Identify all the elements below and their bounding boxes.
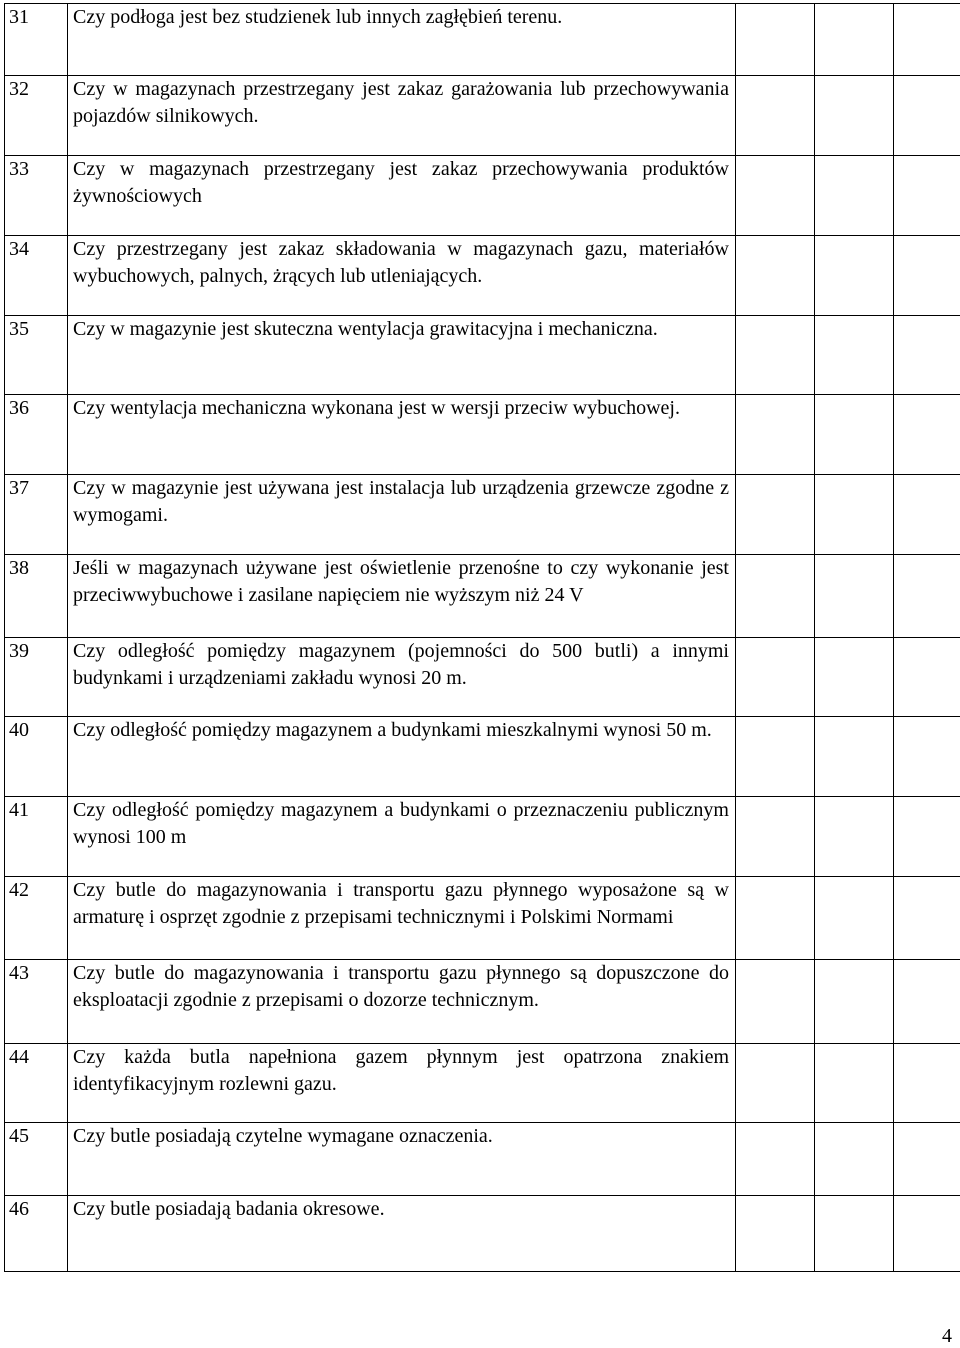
answer-cell-2[interactable]: [815, 960, 894, 1044]
row-number: 39: [5, 638, 68, 717]
table-row: [5, 1123, 960, 1196]
answer-cell-3[interactable]: [894, 1044, 960, 1123]
table-row: [5, 156, 960, 236]
answer-cell-3[interactable]: [894, 877, 960, 960]
answer-cell-3[interactable]: [894, 797, 960, 877]
answer-cell-1[interactable]: [736, 1123, 815, 1196]
answer-cell-1[interactable]: [736, 1044, 815, 1123]
answer-cell-2[interactable]: [815, 717, 894, 797]
question-text: Czy w magazynie jest używana jest instalacja lub urządzenia grzewcze zgodne z wymogami.: [68, 475, 736, 555]
table-row: [5, 76, 960, 156]
question-text: Czy podłoga jest bez studzienek lub innych zagłębień terenu.: [68, 4, 736, 76]
answer-cell-3[interactable]: [894, 1123, 960, 1196]
answer-cell-3[interactable]: [894, 638, 960, 717]
answer-cell-3[interactable]: [894, 555, 960, 638]
row-number: 35: [5, 316, 68, 395]
answer-cell-1[interactable]: [736, 877, 815, 960]
answer-cell-1[interactable]: [736, 236, 815, 316]
table-row: [5, 1044, 960, 1123]
row-number: 42: [5, 877, 68, 960]
answer-cell-3[interactable]: [894, 4, 960, 76]
row-number: 34: [5, 236, 68, 316]
answer-cell-2[interactable]: [815, 1123, 894, 1196]
table-row: [5, 555, 960, 638]
answer-cell-1[interactable]: [736, 797, 815, 877]
table-row: [5, 877, 960, 960]
answer-cell-1[interactable]: [736, 717, 815, 797]
checklist-body: [5, 4, 960, 1272]
question-text: Czy butle do magazynowania i transportu gazu płynnego są dopuszczone do eksploatacji zgodnie z przepisami o dozorze technicznym.: [68, 960, 736, 1044]
answer-cell-1[interactable]: [736, 316, 815, 395]
answer-cell-3[interactable]: [894, 1196, 960, 1272]
row-number: 44: [5, 1044, 68, 1123]
question-text: Czy butle posiadają badania okresowe.: [68, 1196, 736, 1272]
row-number: 31: [5, 4, 68, 76]
answer-cell-1[interactable]: [736, 395, 815, 475]
page-number: 4: [942, 1325, 952, 1347]
answer-cell-3[interactable]: [894, 717, 960, 797]
answer-cell-1[interactable]: [736, 555, 815, 638]
answer-cell-3[interactable]: [894, 475, 960, 555]
table-row: [5, 4, 960, 76]
row-number: 46: [5, 1196, 68, 1272]
answer-cell-2[interactable]: [815, 316, 894, 395]
row-number: 45: [5, 1123, 68, 1196]
answer-cell-2[interactable]: [815, 877, 894, 960]
answer-cell-2[interactable]: [815, 4, 894, 76]
answer-cell-3[interactable]: [894, 156, 960, 236]
answer-cell-1[interactable]: [736, 1196, 815, 1272]
table-row: [5, 395, 960, 475]
answer-cell-3[interactable]: [894, 960, 960, 1044]
row-number: 37: [5, 475, 68, 555]
answer-cell-3[interactable]: [894, 316, 960, 395]
answer-cell-1[interactable]: [736, 4, 815, 76]
answer-cell-2[interactable]: [815, 156, 894, 236]
answer-cell-3[interactable]: [894, 395, 960, 475]
question-text: Czy w magazynach przestrzegany jest zakaz garażowania lub przechowywania pojazdów silnikowych.: [68, 76, 736, 156]
table-row: [5, 638, 960, 717]
answer-cell-2[interactable]: [815, 1196, 894, 1272]
table-row: [5, 960, 960, 1044]
row-number: 41: [5, 797, 68, 877]
answer-cell-2[interactable]: [815, 395, 894, 475]
answer-cell-2[interactable]: [815, 76, 894, 156]
question-text: Czy butle posiadają czytelne wymagane oznaczenia.: [68, 1123, 736, 1196]
question-text: Czy w magazynach przestrzegany jest zakaz przechowywania produktów żywnościowych: [68, 156, 736, 236]
answer-cell-2[interactable]: [815, 797, 894, 877]
answer-cell-2[interactable]: [815, 236, 894, 316]
answer-cell-1[interactable]: [736, 475, 815, 555]
table-row: [5, 717, 960, 797]
row-number: 33: [5, 156, 68, 236]
answer-cell-1[interactable]: [736, 76, 815, 156]
answer-cell-1[interactable]: [736, 156, 815, 236]
question-text: Czy odległość pomiędzy magazynem a budynkami o przeznaczeniu publicznym wynosi 100 m: [68, 797, 736, 877]
question-text: Czy odległość pomiędzy magazynem (pojemności do 500 butli) a innymi budynkami i urządzeniami zakładu wynosi 20 m.: [68, 638, 736, 717]
table-row: [5, 475, 960, 555]
answer-cell-1[interactable]: [736, 638, 815, 717]
answer-cell-3[interactable]: [894, 76, 960, 156]
question-text: Czy przestrzegany jest zakaz składowania w magazynach gazu, materiałów wybuchowych, palnych, żrących lub utleniających.: [68, 236, 736, 316]
table-row: [5, 797, 960, 877]
table-row: [5, 316, 960, 395]
question-text: Czy każda butla napełniona gazem płynnym jest opatrzona znakiem identyfikacyjnym rozlewni gazu.: [68, 1044, 736, 1123]
question-text: Czy odległość pomiędzy magazynem a budynkami mieszkalnymi wynosi 50 m.: [68, 717, 736, 797]
checklist-table: [4, 3, 960, 1272]
row-number: 40: [5, 717, 68, 797]
table-row: [5, 1196, 960, 1272]
answer-cell-2[interactable]: [815, 475, 894, 555]
question-text: Czy butle do magazynowania i transportu gazu płynnego wyposażone są w armaturę i osprzęt zgodnie z przepisami technicznymi i Polskimi Normami: [68, 877, 736, 960]
row-number: 36: [5, 395, 68, 475]
row-number: 43: [5, 960, 68, 1044]
answer-cell-2[interactable]: [815, 555, 894, 638]
row-number: 32: [5, 76, 68, 156]
answer-cell-3[interactable]: [894, 236, 960, 316]
question-text: Czy wentylacja mechaniczna wykonana jest w wersji przeciw wybuchowej.: [68, 395, 736, 475]
answer-cell-1[interactable]: [736, 960, 815, 1044]
question-text: Jeśli w magazynach używane jest oświetlenie przenośne to czy wykonanie jest przeciwwybuchowe i zasilane napięciem nie wyższym niż 24 V: [68, 555, 736, 638]
question-text: Czy w magazynie jest skuteczna wentylacja grawitacyjna i mechaniczna.: [68, 316, 736, 395]
answer-cell-2[interactable]: [815, 1044, 894, 1123]
table-row: [5, 236, 960, 316]
row-number: 38: [5, 555, 68, 638]
answer-cell-2[interactable]: [815, 638, 894, 717]
